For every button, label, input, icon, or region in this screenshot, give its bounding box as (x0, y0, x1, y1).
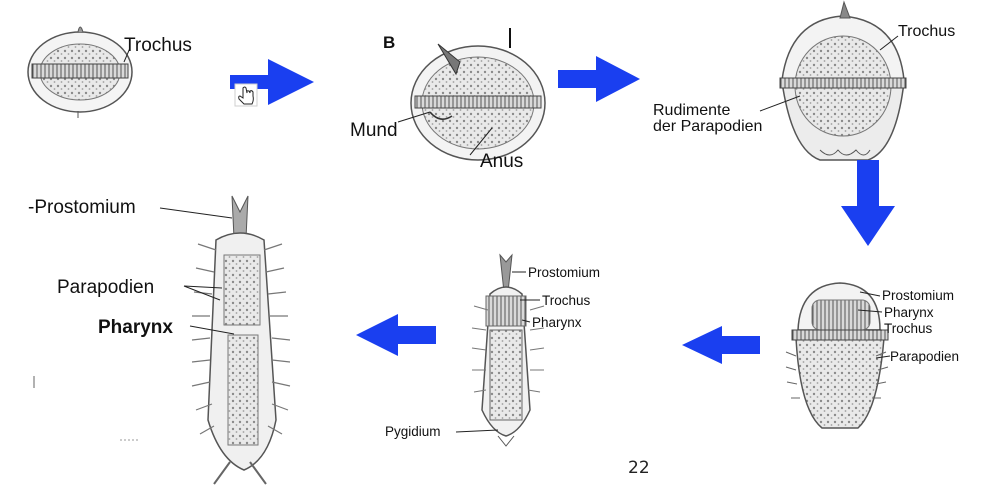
stage6-pharynx-label: Pharynx (98, 317, 173, 338)
stage2-mund-label: Mund (350, 120, 398, 141)
arrow-5-left (356, 314, 436, 356)
stage2-panel-letter: B (383, 33, 396, 52)
hand-cursor-icon (235, 84, 257, 106)
stage2-larva (398, 28, 545, 160)
stage3-rudimente-label: Rudimente (653, 102, 731, 119)
arrow-2-right (558, 56, 640, 102)
stage4-larva (786, 283, 890, 428)
stage4-parapodien-label: Parapodien (890, 349, 960, 364)
stage3-larva (760, 2, 906, 160)
stage5-pygidium-label: Pygidium (385, 424, 441, 439)
stage4-trochus-label: Trochus (884, 321, 933, 336)
stage5-trochus-label: Trochus (542, 293, 591, 308)
stage4-prostomium-label: Prostomium (882, 288, 955, 303)
stage6-adult-worm (34, 196, 290, 484)
stage6-prostomium-label: -Prostomium (28, 197, 136, 218)
stage4-pharynx-label: Pharynx (884, 305, 934, 320)
stage3-trochus-label: Trochus (898, 23, 956, 40)
stage3-parapodien-label: der Parapodien (653, 118, 763, 135)
stage5-prostomium-label: Prostomium (528, 265, 601, 280)
stage1-trochus-label: Trochus (124, 35, 192, 56)
stage1-trochophore (28, 27, 132, 118)
arrow-4-left (682, 326, 760, 364)
arrow-3-down (841, 160, 895, 246)
stage6-parapodien-label: Parapodien (57, 277, 155, 298)
page-number: 22 (628, 458, 650, 478)
stage2-anus-label: Anus (480, 151, 524, 172)
stage5-pharynx-label: Pharynx (532, 315, 582, 330)
stage5-juvenile (456, 255, 544, 446)
